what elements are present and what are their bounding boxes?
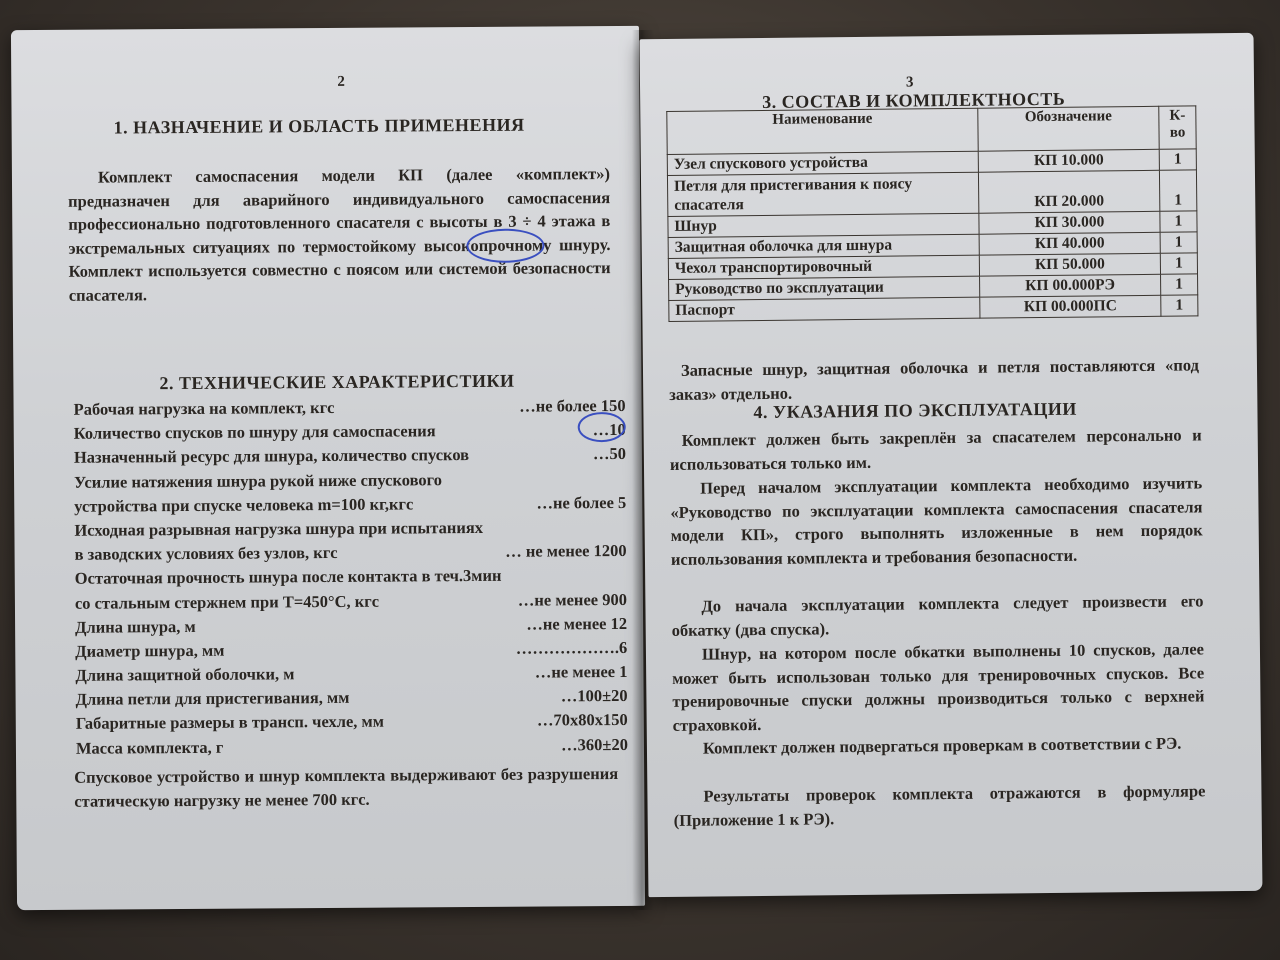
spec-row: Исходная разрывная нагрузка шнура при испытаниях xyxy=(74,517,484,540)
section4-paragraph: Перед началом эксплуатации комплекта необходимо изучить «Руководство по эксплуатации комплекта самоспасения спасателя модели КП», строго выполнять изложенные в нем порядок использования комплекта и требования безопасности. xyxy=(670,473,1203,569)
left-page xyxy=(11,26,645,910)
section4-title: 4. УКАЗАНИЯ ПО ЭКСПЛУАТАЦИИ xyxy=(753,398,1077,423)
table-header-designation: Обозначение xyxy=(978,106,1159,151)
spec-row: в заводских условиях без узлов, кгс … не менее 1200 xyxy=(74,541,627,564)
section3-note: Запасные шнур, защитная оболочка и петля поставляются «под заказ» отдельно. xyxy=(669,355,1200,404)
table-cell-designation: КП 10.000 xyxy=(978,149,1159,172)
table-cell-qty: 1 xyxy=(1159,149,1196,170)
table-cell-name: Паспорт xyxy=(669,297,980,321)
section2-note: Спусковое устройство и шнур комплекта выдерживают без разрушения статическую нагрузку не менее 700 кгс. xyxy=(74,763,619,811)
spec-row: Длина шнура, м …не менее 12 xyxy=(75,613,628,637)
table-row xyxy=(669,295,1198,322)
table-cell-name: Петля для пристегивания к поясу спасателя xyxy=(667,172,978,216)
table-cell-designation: КП 00.000РЭ xyxy=(980,274,1161,297)
spec-list xyxy=(74,396,629,763)
section3-title: 3. СОСТАВ И КОМПЛЕКТНОСТЬ xyxy=(762,88,1066,112)
table-cell-qty: 1 xyxy=(1161,274,1198,295)
right-page xyxy=(640,33,1263,897)
table-header-row xyxy=(667,106,1196,155)
section2-title: 2. ТЕХНИЧЕСКИЕ ХАРАКТЕРИСТИКИ xyxy=(159,370,515,394)
table-cell-designation: КП 30.000 xyxy=(979,211,1160,234)
spec-row: Рабочая нагрузка на комплект, кгс …не более 150 xyxy=(73,395,626,419)
table-cell-designation: КП 00.000ПС xyxy=(980,295,1161,318)
table-cell-qty: 1 xyxy=(1159,170,1196,211)
spec-row: Масса комплекта, г …360±20 xyxy=(75,734,629,758)
spec-row: устройства при спуске человека m=100 кг,кгс …не более 5 xyxy=(74,492,627,516)
table-cell-name: Защитная оболочка для шнура xyxy=(668,234,979,258)
spec-row: Длина защитной оболочки, м …не менее 1 xyxy=(75,661,628,685)
kit-table xyxy=(666,105,1198,322)
table-cell-designation: КП 40.000 xyxy=(979,232,1160,255)
highlight-circle-descents xyxy=(578,412,626,442)
table-cell-designation: КП 50.000 xyxy=(979,253,1160,276)
spec-row: Остаточная прочность шнура после контакта в теч.3мин xyxy=(74,566,502,589)
table-cell-name: Шнур xyxy=(668,213,979,237)
section1-title: 1. НАЗНАЧЕНИЕ И ОБЛАСТЬ ПРИМЕНЕНИЯ xyxy=(113,114,525,138)
section4-paragraph: Шнур, на котором после обкатки выполнены 10 спусков, далее может быть использован только для тренировочных спусков. Все тренировочные спуски должны производиться только с верхней страховкой. xyxy=(672,639,1205,735)
spec-row: Габаритные размеры в трансп. чехле, мм …70x80x150 xyxy=(75,710,628,734)
table-cell-qty: 1 xyxy=(1160,211,1197,232)
table-row xyxy=(667,170,1196,217)
table-cell-qty: 1 xyxy=(1160,232,1197,253)
section4-paragraph: Результаты проверок комплекта отражаются в формуляре (Приложение 1 к РЭ). xyxy=(673,781,1206,830)
table-header-name: Наименование xyxy=(667,108,978,154)
table-cell-qty: 1 xyxy=(1160,253,1197,274)
section4-paragraph: Комплект должен быть закреплён за спасателем персонально и использоваться только им. xyxy=(669,425,1202,474)
spec-row: Длина петли для пристегивания, мм …100±20 xyxy=(75,686,628,710)
page-number-right: 3 xyxy=(905,74,914,91)
spec-row: Назначенный ресурс для шнура, количество спусков …50 xyxy=(73,444,626,468)
table-cell-qty: 1 xyxy=(1161,295,1198,316)
spec-row: со стальным стержнем при Т=450°С, кгс …не менее 900 xyxy=(74,589,627,613)
table-cell-name: Руководство по эксплуатации xyxy=(669,276,980,300)
section1-text: Комплект самоспасения модели КП (далее «комплект») предназначен для аварийного индивидуального самоспасения профессионально подготовленного спасателя с высоты в 3 ÷ 4 этажа в экстремальных ситуациях по термостойкому высокопрочному шнуру. Комплект используется совместно с поясом или системой безопасности спасателя. xyxy=(68,164,611,305)
table-cell-designation: КП 20.000 xyxy=(978,170,1159,213)
table-cell-name: Чехол транспортировочный xyxy=(668,255,979,279)
section4-paragraph: До начала эксплуатации комплекта следует произвести его обкатку (два спуска). xyxy=(671,591,1204,640)
page-number-left: 2 xyxy=(337,73,345,90)
table-cell-name: Узел спускового устройства xyxy=(667,151,978,175)
table-header-qty: К-во xyxy=(1159,106,1196,149)
spec-row: Количество спусков по шнуру для самоспасения …10 xyxy=(73,420,626,443)
spec-row: Усилие натяжения шнура рукой ниже спускового xyxy=(74,469,443,492)
section4-paragraph: Комплект должен подвергаться проверкам в соответствии с РЭ. xyxy=(702,733,1182,758)
spec-row: Диаметр шнура, мм ……………….6 xyxy=(75,637,628,661)
